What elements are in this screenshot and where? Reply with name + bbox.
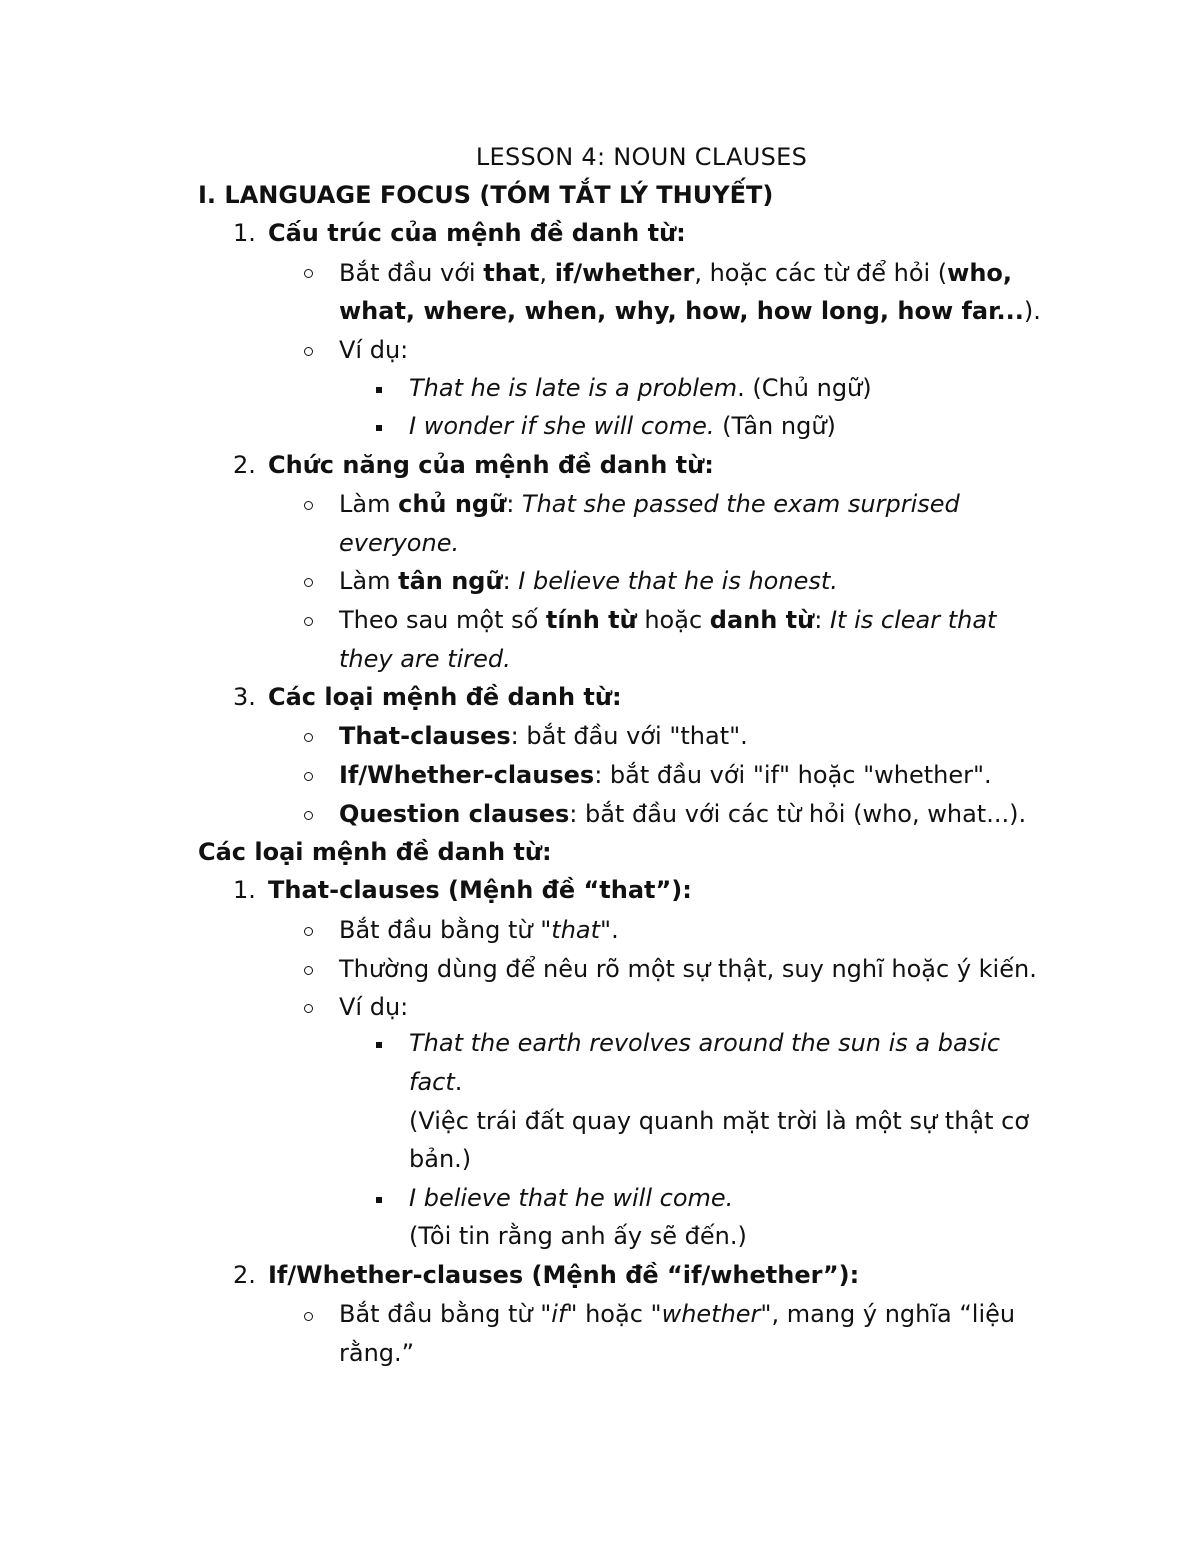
list-number: 1. — [233, 219, 256, 247]
list-number: 2. — [233, 1261, 256, 1289]
example-item: I believe that he will come. — [409, 1184, 734, 1212]
circle-bullet-icon — [304, 811, 313, 820]
list-item-continuation: they are tired. — [339, 645, 511, 673]
list-item: Bắt đầu với that, if/whether, hoặc các từ để hỏi (who, — [339, 259, 1013, 287]
circle-bullet-icon — [304, 772, 313, 781]
list-item: Làm chủ ngữ: That she passed the exam surprised — [339, 490, 960, 518]
example-item-continuation: fact. — [409, 1068, 463, 1096]
example-item: That he is late is a problem. (Chủ ngữ) — [409, 374, 872, 402]
list-number: 1. — [233, 876, 256, 904]
list-item: Theo sau một số tính từ hoặc danh từ: It is clear that — [339, 606, 997, 634]
square-bullet-icon — [376, 425, 382, 431]
circle-bullet-icon — [304, 1312, 313, 1321]
square-bullet-icon — [376, 387, 382, 393]
list-item-continuation: everyone. — [339, 529, 460, 557]
list-item: Bắt đầu bằng từ "if" hoặc "whether", mang ý nghĩa “liệu — [339, 1300, 1016, 1328]
list-number: 3. — [233, 683, 256, 711]
section-heading-types: Các loại mệnh đề danh từ: — [198, 838, 552, 866]
example-translation: (Việc trái đất quay quanh mặt trời là một sự thật cơ — [409, 1107, 1030, 1135]
circle-bullet-icon — [304, 269, 313, 278]
list-item: Ví dụ: — [339, 336, 409, 364]
list-item-continuation: rằng.” — [339, 1339, 415, 1367]
example-translation-continuation: bản.) — [409, 1145, 472, 1173]
circle-bullet-icon — [304, 617, 313, 626]
circle-bullet-icon — [304, 927, 313, 936]
circle-bullet-icon — [304, 347, 313, 356]
example-item: That the earth revolves around the sun is a basic — [409, 1029, 1001, 1057]
list-item: Làm tân ngữ: I believe that he is honest. — [339, 567, 838, 595]
list-item: Bắt đầu bằng từ "that". — [339, 916, 619, 944]
list-item: That-clauses: bắt đầu với "that". — [339, 722, 748, 750]
subheading-structure: Cấu trúc của mệnh đề danh từ: — [268, 219, 686, 247]
list-item: Question clauses: bắt đầu với các từ hỏi (who, what...). — [339, 800, 1027, 828]
list-item: If/Whether-clauses: bắt đầu với "if" hoặc "whether". — [339, 761, 992, 789]
circle-bullet-icon — [304, 733, 313, 742]
list-item: Thường dùng để nêu rõ một sự thật, suy nghĩ hoặc ý kiến. — [339, 955, 1037, 983]
lesson-title: LESSON 4: NOUN CLAUSES — [475, 143, 808, 171]
subheading-that-clauses: That-clauses (Mệnh đề “that”): — [268, 876, 692, 904]
subheading-if-whether-clauses: If/Whether-clauses (Mệnh đề “if/whether”): — [268, 1261, 860, 1289]
subheading-types: Các loại mệnh đề danh từ: — [268, 683, 622, 711]
square-bullet-icon — [376, 1042, 382, 1048]
circle-bullet-icon — [304, 578, 313, 587]
section-heading-language-focus: I. LANGUAGE FOCUS (TÓM TẮT LÝ THUYẾT) — [198, 181, 774, 209]
list-number: 2. — [233, 451, 256, 479]
subheading-function: Chức năng của mệnh đề danh từ: — [268, 451, 714, 479]
circle-bullet-icon — [304, 501, 313, 510]
circle-bullet-icon — [304, 1004, 313, 1013]
square-bullet-icon — [376, 1197, 382, 1203]
circle-bullet-icon — [304, 966, 313, 975]
example-item: I wonder if she will come. (Tân ngữ) — [409, 412, 836, 440]
list-item: Ví dụ: — [339, 993, 409, 1021]
example-translation: (Tôi tin rằng anh ấy sẽ đến.) — [409, 1222, 747, 1250]
list-item-continuation: what, where, when, why, how, how long, how far...). — [339, 297, 1041, 325]
